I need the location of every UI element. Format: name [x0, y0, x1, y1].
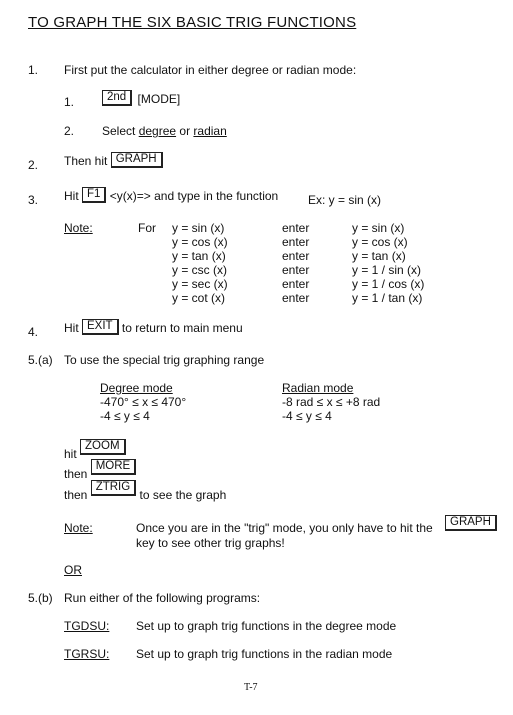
- radian-y-range: -4 ≤ y ≤ 4: [282, 409, 332, 423]
- radian-x-range: -8 rad ≤ x ≤ +8 rad: [282, 395, 381, 409]
- step-3-line: [64, 187, 278, 203]
- then-text-2: then: [64, 488, 88, 502]
- key-f1: F1: [82, 187, 106, 203]
- key-graph: GRAPH: [111, 152, 163, 168]
- program-tgrsu: TGRSU:: [64, 647, 110, 661]
- step-5b-text: Run either of the following programs:: [64, 591, 261, 605]
- step-3-example: Ex: y = sin (x): [308, 193, 382, 207]
- step-5b-number: 5.(b): [28, 591, 53, 605]
- step-4-hit: Hit: [64, 321, 79, 335]
- note-for: For: [138, 221, 156, 235]
- step-5a-text: To use the special trig graphing range: [64, 353, 265, 367]
- key-zoom: ZOOM: [80, 439, 126, 455]
- note-row-res: y = tan (x): [352, 249, 406, 263]
- then-text-1: then: [64, 467, 88, 481]
- key-2nd: 2nd: [102, 90, 132, 106]
- hit-text: hit: [64, 447, 77, 461]
- note-row-act: enter: [282, 249, 310, 263]
- note-row-res: y = 1 / cos (x): [352, 277, 425, 291]
- note-row-fn: y = cot (x): [172, 291, 226, 305]
- page-title: TO GRAPH THE SIX BASIC TRIG FUNCTIONS: [28, 14, 357, 31]
- then-ztrig-line: [64, 480, 227, 502]
- note-row-fn: y = sin (x): [172, 221, 225, 235]
- step-1-number: 1.: [28, 63, 39, 77]
- note-label: Note:: [64, 221, 93, 235]
- radian-word: radian: [193, 124, 227, 138]
- note-row-fn: y = tan (x): [172, 249, 226, 263]
- degree-word: degree: [138, 124, 177, 138]
- program-tgdsu: TGDSU:: [64, 619, 110, 633]
- step-2-text: Then hit: [64, 154, 108, 168]
- page-footer: T-7: [244, 682, 258, 693]
- step-1-text: First put the calculator in either degree or radian mode:: [64, 63, 357, 77]
- step-3-hit: Hit: [64, 189, 79, 203]
- hit-zoom-line: [64, 439, 126, 461]
- step-4-text: to return to main menu: [121, 321, 243, 335]
- key-more: MORE: [91, 459, 137, 475]
- or-label: OR: [64, 563, 82, 577]
- degree-x-range: -470° ≤ x ≤ 470°: [100, 395, 187, 409]
- note-row-act: enter: [282, 263, 310, 277]
- key-graph-2: GRAPH: [445, 515, 497, 531]
- step-1-sub-1: [102, 90, 180, 106]
- step-4-number: 4.: [28, 325, 39, 339]
- step-1-sub-1-number: 1.: [64, 95, 75, 109]
- key-ztrig: ZTRIG: [91, 480, 137, 496]
- see-graph-text: to see the graph: [139, 488, 227, 502]
- select-text: Select: [102, 124, 139, 138]
- degree-mode-heading: Degree mode: [100, 381, 173, 395]
- step-2-line: [64, 152, 163, 168]
- step-4-line: [64, 319, 243, 335]
- step-5a-number: 5.(a): [28, 353, 53, 367]
- step-3-text: <y(x)=> and type in the function: [109, 189, 279, 203]
- note-row-res: y = 1 / sin (x): [352, 263, 422, 277]
- note-row-act: enter: [282, 277, 310, 291]
- mode-key-text: [MODE]: [137, 92, 181, 106]
- note-row-fn: y = csc (x): [172, 263, 228, 277]
- note-2-line-2: key to see other trig graphs!: [136, 536, 285, 550]
- note-row-res: y = sin (x): [352, 221, 405, 235]
- note-row-act: enter: [282, 221, 310, 235]
- step-3-number: 3.: [28, 193, 39, 207]
- note-2-line-1: Once you are in the "trig" mode, you only have to hit the: [136, 521, 433, 535]
- radian-mode-heading: Radian mode: [282, 381, 354, 395]
- program-tgdsu-desc: Set up to graph trig functions in the degree mode: [136, 619, 397, 633]
- note-row-act: enter: [282, 235, 310, 249]
- note-row-res: y = cos (x): [352, 235, 408, 249]
- note-2-label: Note:: [64, 521, 93, 535]
- step-1-sub-2: [102, 124, 227, 138]
- then-more-line: [64, 459, 136, 481]
- note-row-res: y = 1 / tan (x): [352, 291, 423, 305]
- note-2-key: [445, 515, 497, 531]
- step-2-number: 2.: [28, 158, 39, 172]
- note-row-act: enter: [282, 291, 310, 305]
- key-exit: EXIT: [82, 319, 119, 335]
- degree-y-range: -4 ≤ y ≤ 4: [100, 409, 150, 423]
- note-row-fn: y = sec (x): [172, 277, 228, 291]
- step-1-sub-2-number: 2.: [64, 124, 75, 138]
- or-word: or: [176, 124, 194, 138]
- program-tgrsu-desc: Set up to graph trig functions in the radian mode: [136, 647, 393, 661]
- note-row-fn: y = cos (x): [172, 235, 228, 249]
